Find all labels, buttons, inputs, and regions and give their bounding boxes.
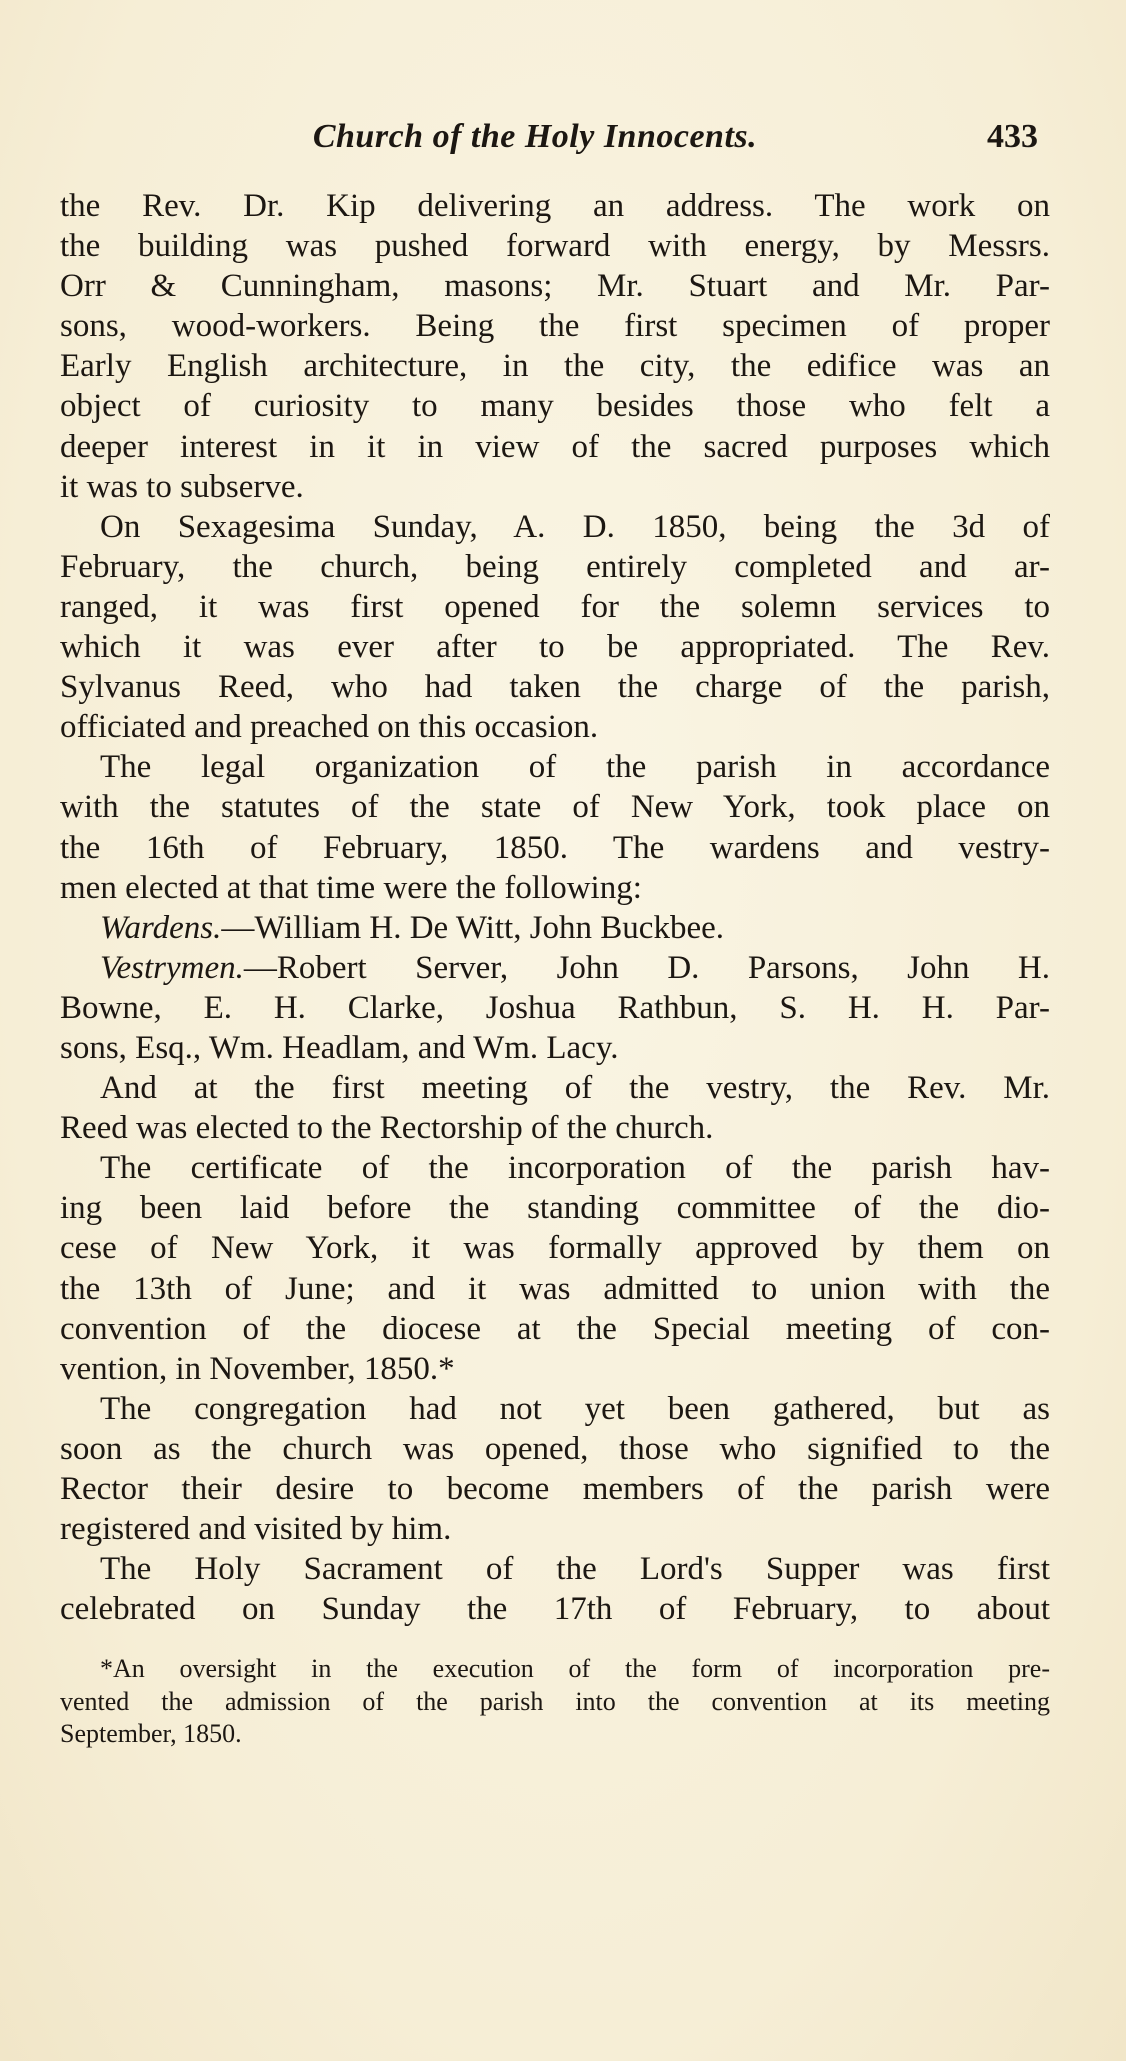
text-line: The congregation had not yet been gathered, but as (100, 1390, 1050, 1427)
footnote (60, 1653, 1050, 1751)
text-line: object of curiosity to many besides those who felt a (60, 388, 1050, 425)
text-line: February, the church, being entirely completed and ar- (60, 548, 1050, 585)
text-line: the building was pushed forward with energy, by Messrs. (60, 228, 1050, 265)
text-line: Bowne, E. H. Clarke, Joshua Rathbun, S. H. H. Par- (60, 989, 1050, 1026)
text-line: with the statutes of the state of New York, took place on (60, 789, 1050, 826)
text-line: And at the first meeting of the vestry, the Rev. Mr. (100, 1070, 1050, 1107)
running-title: Church of the Holy Innocents. (312, 118, 758, 155)
wardens-line (60, 908, 1050, 948)
body-text (60, 186, 1050, 1629)
text-line: Rector their desire to become members of the parish were (60, 1471, 1050, 1507)
wardens-names: —William H. De Witt, John Buckbee. (221, 909, 724, 946)
vestrymen-label: Vestrymen. (100, 949, 244, 986)
text-line: the Rev. Dr. Kip delivering an address. The work on (60, 188, 1050, 224)
text-line: Sylvanus Reed, who had taken the charge of the parish, (60, 669, 1050, 706)
page-number: 433 (987, 118, 1038, 155)
text-line: The legal organization of the parish in accordance (100, 749, 1050, 786)
footnote-line: September, 1850. (60, 1719, 242, 1749)
text-line: sons, wood-workers. Being the first specimen of proper (60, 308, 1050, 345)
text-line: registered and visited by him. (60, 1511, 452, 1548)
text-line: which it was ever after to be appropriated. The Rev. (60, 629, 1050, 666)
text-line: cese of New York, it was formally approved by them on (60, 1230, 1050, 1267)
text-line: Early English architecture, in the city, the edifice was an (60, 348, 1050, 385)
text-line: officiated and preached on this occasion. (60, 709, 599, 746)
page-header (60, 118, 1050, 178)
book-page (60, 118, 1050, 1751)
vestrymen-names: —Robert Server, John D. Parsons, John H. (243, 949, 1050, 986)
footnote-line: *An oversight in the execution of the form of incorporation pre- (100, 1654, 1050, 1684)
text-line: Reed was elected to the Rectorship of the church. (60, 1110, 714, 1147)
text-line: the 13th of June; and it was admitted to union with the (60, 1270, 1050, 1307)
text-line: celebrated on Sunday the 17th of February, to about (60, 1591, 1050, 1628)
text-line: Orr & Cunningham, masons; Mr. Stuart and Mr. Par- (60, 268, 1050, 305)
text-line: ranged, it was first opened for the solemn services to (60, 588, 1050, 625)
text-line: sons, Esq., Wm. Headlam, and Wm. Lacy. (60, 1029, 619, 1066)
footnote-line: vented the admission of the parish into the convention at its meeting (60, 1686, 1050, 1716)
text-line: vention, in November, 1850.* (60, 1350, 455, 1387)
wardens-label: Wardens. (100, 909, 222, 946)
text-line: The Holy Sacrament of the Lord's Supper was first (100, 1551, 1050, 1588)
text-line: the 16th of February, 1850. The wardens and vestry- (60, 829, 1050, 866)
text-line: convention of the diocese at the Special meeting of con- (60, 1310, 1050, 1347)
text-line: men elected at that time were the following: (60, 869, 642, 906)
text-line: soon as the church was opened, those who signified to the (60, 1430, 1050, 1467)
text-line: it was to subserve. (60, 468, 304, 505)
text-line: deeper interest in it in view of the sacred purposes which (60, 428, 1050, 465)
vestrymen-line (60, 948, 1050, 988)
text-line: On Sexagesima Sunday, A. D. 1850, being the 3d of (100, 508, 1050, 545)
text-line: ing been laid before the standing committee of the dio- (60, 1190, 1050, 1227)
text-line: The certificate of the incorporation of the parish hav- (100, 1150, 1050, 1187)
